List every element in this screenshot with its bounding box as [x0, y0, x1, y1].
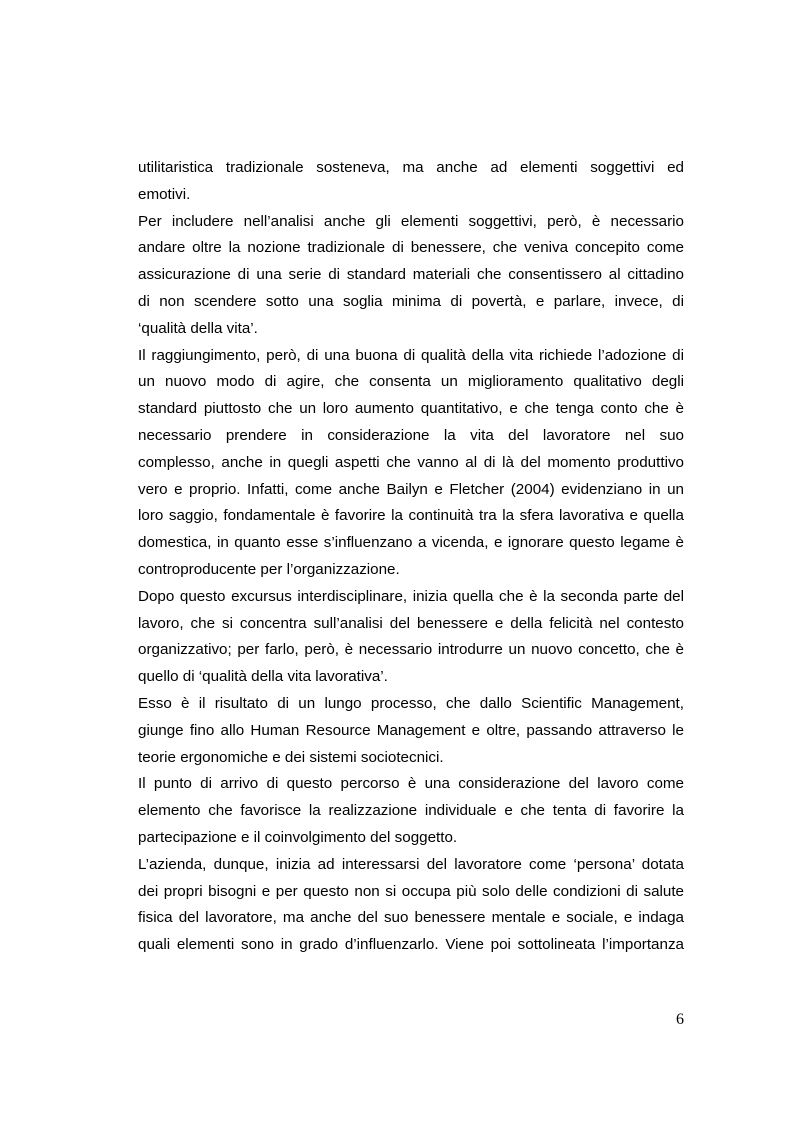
text-line: Il punto di arrivo di questo percorso è una considerazione del lavoro come [138, 775, 684, 793]
body-text [138, 155, 684, 959]
paragraph [138, 852, 684, 959]
text-line: Esso è il risultato di un lungo processo, che dallo Scientific Management, [138, 694, 684, 712]
text-line: complesso, anche in quegli aspetti che vanno al di là del momento produttivo [138, 453, 684, 471]
text-line: quello di ‘qualità della vita lavorativa’. [138, 668, 388, 686]
text-line: loro saggio, fondamentale è favorire la continuità tra la sfera lavorativa e quella [138, 507, 684, 525]
text-line: emotivi. [138, 185, 191, 203]
text-line: un nuovo modo di agire, che consenta un miglioramento qualitativo degli [138, 373, 684, 391]
text-line: Il raggiungimento, però, di una buona di qualità della vita richiede l’adozione di [138, 346, 684, 364]
paragraph [138, 209, 684, 343]
text-line: necessario prendere in considerazione la vita del lavoratore nel suo [138, 426, 684, 444]
text-line: utilitaristica tradizionale sosteneva, ma anche ad elementi soggettivi ed [138, 159, 684, 176]
paragraph [138, 343, 684, 584]
text-line: organizzativo; per farlo, però, è necessario introdurre un nuovo concetto, che è [138, 641, 684, 659]
text-line: elemento che favorisce la realizzazione individuale e che tenta di favorire la [138, 802, 684, 820]
text-line: Per includere nell’analisi anche gli elementi soggettivi, però, è necessario [138, 212, 684, 230]
text-line: giunge fino allo Human Resource Management e oltre, passando attraverso le [138, 721, 684, 739]
text-line: andare oltre la nozione tradizionale di benessere, che veniva concepito come [138, 239, 684, 257]
page-number: 6 [676, 1011, 684, 1028]
text-line: di non scendere sotto una soglia minima di povertà, e parlare, invece, di [138, 292, 684, 310]
text-line: quali elementi sono in grado d’influenzarlo. Viene poi sottolineata l’importanza [138, 936, 684, 954]
text-line: teorie ergonomiche e dei sistemi sociotecnici. [138, 748, 444, 766]
text-line: Dopo questo excursus interdisciplinare, inizia quella che è la seconda parte del [138, 587, 684, 605]
text-line: domestica, in quanto esse s’influenzano a vicenda, e ignorare questo legame è [138, 534, 684, 552]
text-line: ‘qualità della vita’. [138, 319, 258, 337]
text-line: fisica del lavoratore, ma anche del suo benessere mentale e sociale, e indaga [138, 909, 684, 927]
paragraph [138, 155, 684, 209]
text-line: lavoro, che si concentra sull’analisi del benessere e della felicità nel contesto [138, 614, 684, 632]
text-line: vero e proprio. Infatti, come anche Bailyn e Fletcher (2004) evidenziano in un [138, 480, 684, 498]
text-line: controproducente per l’organizzazione. [138, 560, 400, 578]
paragraph [138, 584, 684, 691]
text-line: standard piuttosto che un loro aumento quantitativo, e che tenga conto che è [138, 400, 684, 418]
text-line: assicurazione di una serie di standard materiali che consentissero al cittadino [138, 266, 684, 284]
text-line: partecipazione e il coinvolgimento del soggetto. [138, 828, 458, 846]
text-line: dei propri bisogni e per questo non si occupa più solo delle condizioni di salute [138, 882, 684, 900]
paragraph [138, 771, 684, 851]
paragraph [138, 691, 684, 771]
text-line: L’azienda, dunque, inizia ad interessarsi del lavoratore come ‘persona’ dotata [138, 855, 684, 873]
